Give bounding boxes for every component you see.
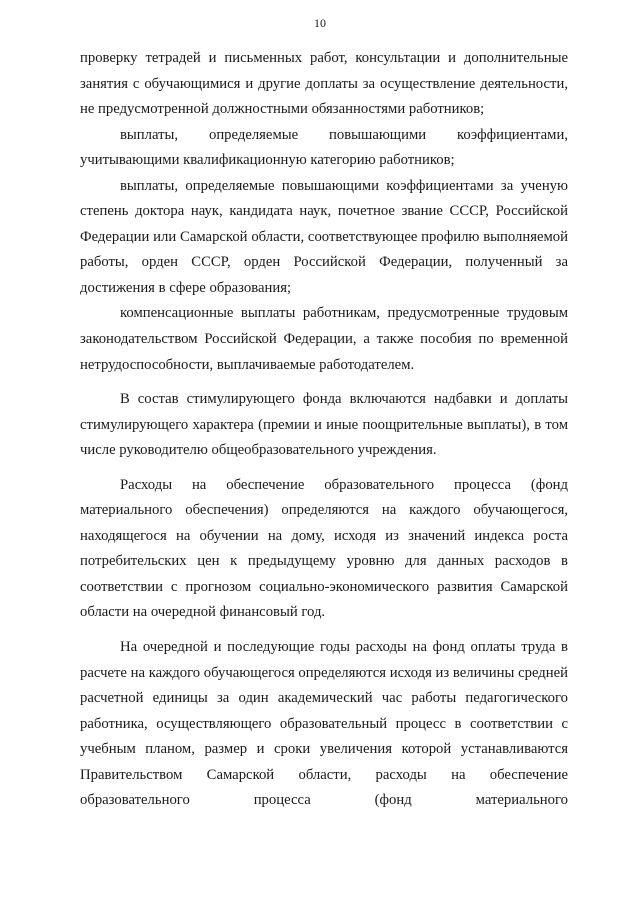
document-body [80, 46, 568, 814]
paragraph-compensation-payments: компенсационные выплаты работникам, предусмотренные трудовым законодательством Российской Федерации, а также пособия по временной нетрудоспособности, выплачиваемые работодателем. [80, 305, 568, 373]
paragraph-stimulating-fund: В состав стимулирующего фонда включаются надбавки и доплаты стимулирующего характера (премии и иные поощрительные выплаты), в том числе руководителю общеобразовательного учреждения. [80, 391, 568, 459]
paragraph-degree-payments: выплаты, определяемые повышающими коэффициентами за ученую степень доктора наук, кандидата наук, почетное звание СССР, Российской Федерации или Самарской области, соответствующее профилю выполняемой работы, орден СССР, орден Российской Федерации, полученный за достижения в сфере образования; [80, 177, 568, 296]
paragraph-qualification-payments: выплаты, определяемые повышающими коэффициентами, учитывающими квалификационную категорию работников; [80, 126, 568, 169]
paragraph-wage-fund: На очередной и последующие годы расходы на фонд оплаты труда в расчете на каждого обучающегося определяются исходя из величины средней расчетной единицы за один академический час работы педагогического работника, осуществляющего образовательный процесс в соответствии с учебным планом, размер и сроки увеличения которой устанавливаются Правительством Самарской области, расходы на обеспечение образовательного процесса (фонд материального [80, 639, 568, 809]
page-number: 10 [314, 16, 326, 30]
paragraph-continuation: проверку тетрадей и письменных работ, консультации и дополнительные занятия с обучающимися и другие доплаты за осуществление деятельности, не предусмотренной должностными обязанностями работников; [80, 50, 568, 118]
paragraph-material-expenses: Расходы на обеспечение образовательного процесса (фонд материального обеспечения) определяются на каждого обучающегося, находящегося на обучении на дому, исходя из значений индекса роста потребительских цен к предыдущему уровню для данных расходов в соответствии с прогнозом социально-экономического развития Самарской области на очередной финансовый год. [80, 476, 568, 621]
